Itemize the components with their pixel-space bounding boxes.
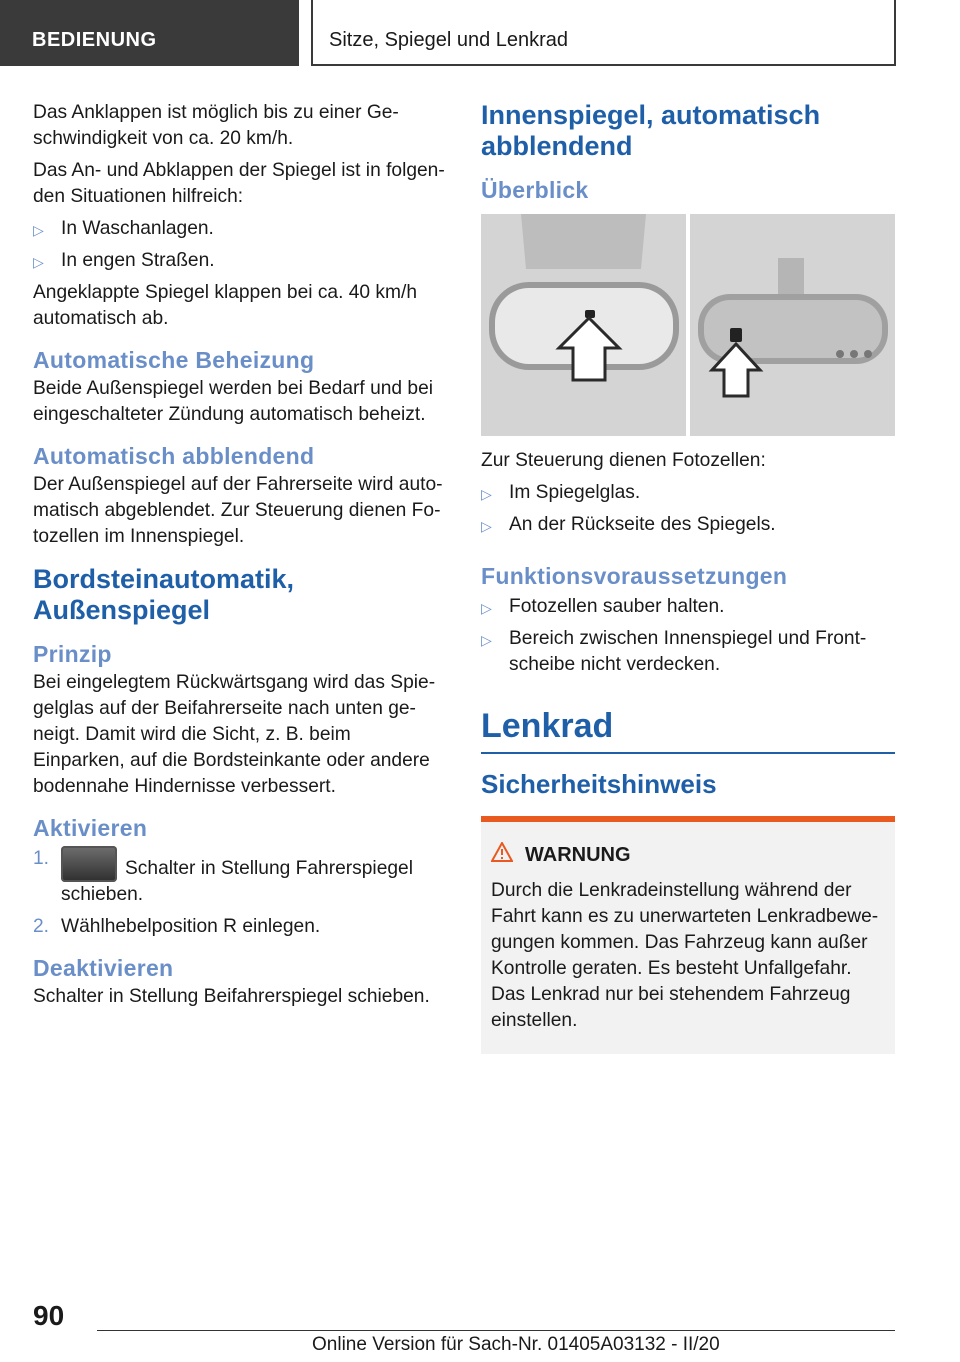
paragraph: Angeklappte Spiegel klappen bei ca. 40 km/h automatisch ab. (33, 282, 418, 329)
footer-rule (97, 1330, 895, 1331)
paragraph: Der Außenspiegel auf der Fahrerseite wird automatisch abgeblendet. Zur Steuerung dienen Fotozellen im Innenspiegel. (33, 474, 443, 547)
section-rule (481, 752, 895, 754)
heading-deaktivieren: Deaktivieren (33, 955, 174, 981)
list-item: ▷ Bereich zwischen Innenspiegel und Frontscheibe nicht verdecken. (481, 628, 867, 675)
list-item: ▷ In Waschanlagen. (33, 216, 447, 242)
triangle-bullet-icon: ▷ (33, 222, 44, 238)
bullet-list (33, 216, 447, 274)
heading-aktivieren: Aktivieren (33, 815, 148, 841)
heading-funktion: Funktionsvoraussetzungen (481, 563, 788, 589)
step-list (33, 846, 447, 940)
warning-title: WARNUNG (491, 842, 885, 868)
list-item: ▷ In engen Straßen. (33, 248, 447, 274)
chapter-title: Sitze, Spiegel und Lenkrad (311, 0, 896, 66)
paragraph: Zur Steuerung dienen Fotozellen: (481, 450, 766, 471)
list-item: ▷ Im Spiegelglas. (481, 480, 895, 506)
paragraph: Das Anklappen ist möglich bis zu einer Geschwindigkeit von ca. 20 km/h. (33, 102, 399, 149)
warning-box (481, 816, 895, 1054)
paragraph: Beide Außenspiegel werden bei Bedarf und bei eingeschalteter Zündung automatisch beheizt. (33, 378, 434, 425)
mirror-switch-icon (61, 846, 117, 882)
bullet-list (481, 480, 895, 538)
heading-prinzip: Prinzip (33, 641, 112, 667)
bullet-list (481, 594, 895, 678)
heading-innenspiegel: Innenspiegel, automatisch abblendend (481, 100, 821, 161)
heading-heizung: Automatische Beheizung (33, 347, 315, 373)
heading-abblend: Automatisch abblendend (33, 443, 315, 469)
list-item: 1. Schalter in Stellung Fahrerspiegel schieben. (33, 848, 413, 905)
page-number: 90 (33, 1300, 65, 1331)
right-column (481, 100, 895, 1054)
mirror-back-image (690, 214, 895, 436)
heading-sicherheit: Sicherheitshinweis (481, 769, 717, 799)
triangle-bullet-icon: ▷ (481, 632, 492, 648)
heading-lenkrad: Lenkrad (481, 707, 614, 745)
section-tab: BEDIENUNG (0, 0, 299, 66)
mirror-figure (481, 214, 895, 436)
heading-ueberblick: Überblick (481, 177, 589, 203)
list-item: ▷ An der Rückseite des Spiegels. (481, 512, 895, 538)
triangle-bullet-icon: ▷ (481, 600, 492, 616)
triangle-bullet-icon: ▷ (33, 254, 44, 270)
footer-text: Online Version für Sach-Nr. 01405A03132 - II/20 (312, 1334, 720, 1355)
paragraph: Schalter in Stellung Beifahrerspiegel schieben. (33, 986, 430, 1007)
warning-text: Durch die Lenkradeinstellung während der Fahrt kann es zu unerwarteten Lenkradbewegungen kommen. Das Fahrzeug kann außer Kontrolle geraten. Es besteht Unfallgefahr. Das Lenkrad nur bei stehendem Fahrzeug einstellen. (491, 880, 879, 1031)
mirror-front-image (481, 214, 686, 436)
left-column (33, 100, 447, 1016)
list-item: 2. Wählhebelposition R einlegen. (33, 916, 321, 937)
page-header (0, 0, 960, 66)
triangle-bullet-icon: ▷ (481, 486, 492, 502)
paragraph: Das An- und Abklappen der Spiegel ist in folgenden Situationen hilfreich: (33, 160, 445, 207)
triangle-bullet-icon: ▷ (481, 518, 492, 534)
warning-triangle-icon (491, 842, 513, 868)
heading-bordstein: Bordsteinautomatik, Außenspiegel (33, 564, 295, 625)
list-item: ▷ Fotozellen sauber halten. (481, 594, 895, 620)
paragraph: Bei eingelegtem Rückwärtsgang wird das Spiegelglas auf der Beifahrerseite nach unten geneigt. Damit wird die Sicht, z. B. beim Einparken, auf die Bordsteinkante oder andere bodennahe Hindernisse verbessert. (33, 672, 436, 797)
